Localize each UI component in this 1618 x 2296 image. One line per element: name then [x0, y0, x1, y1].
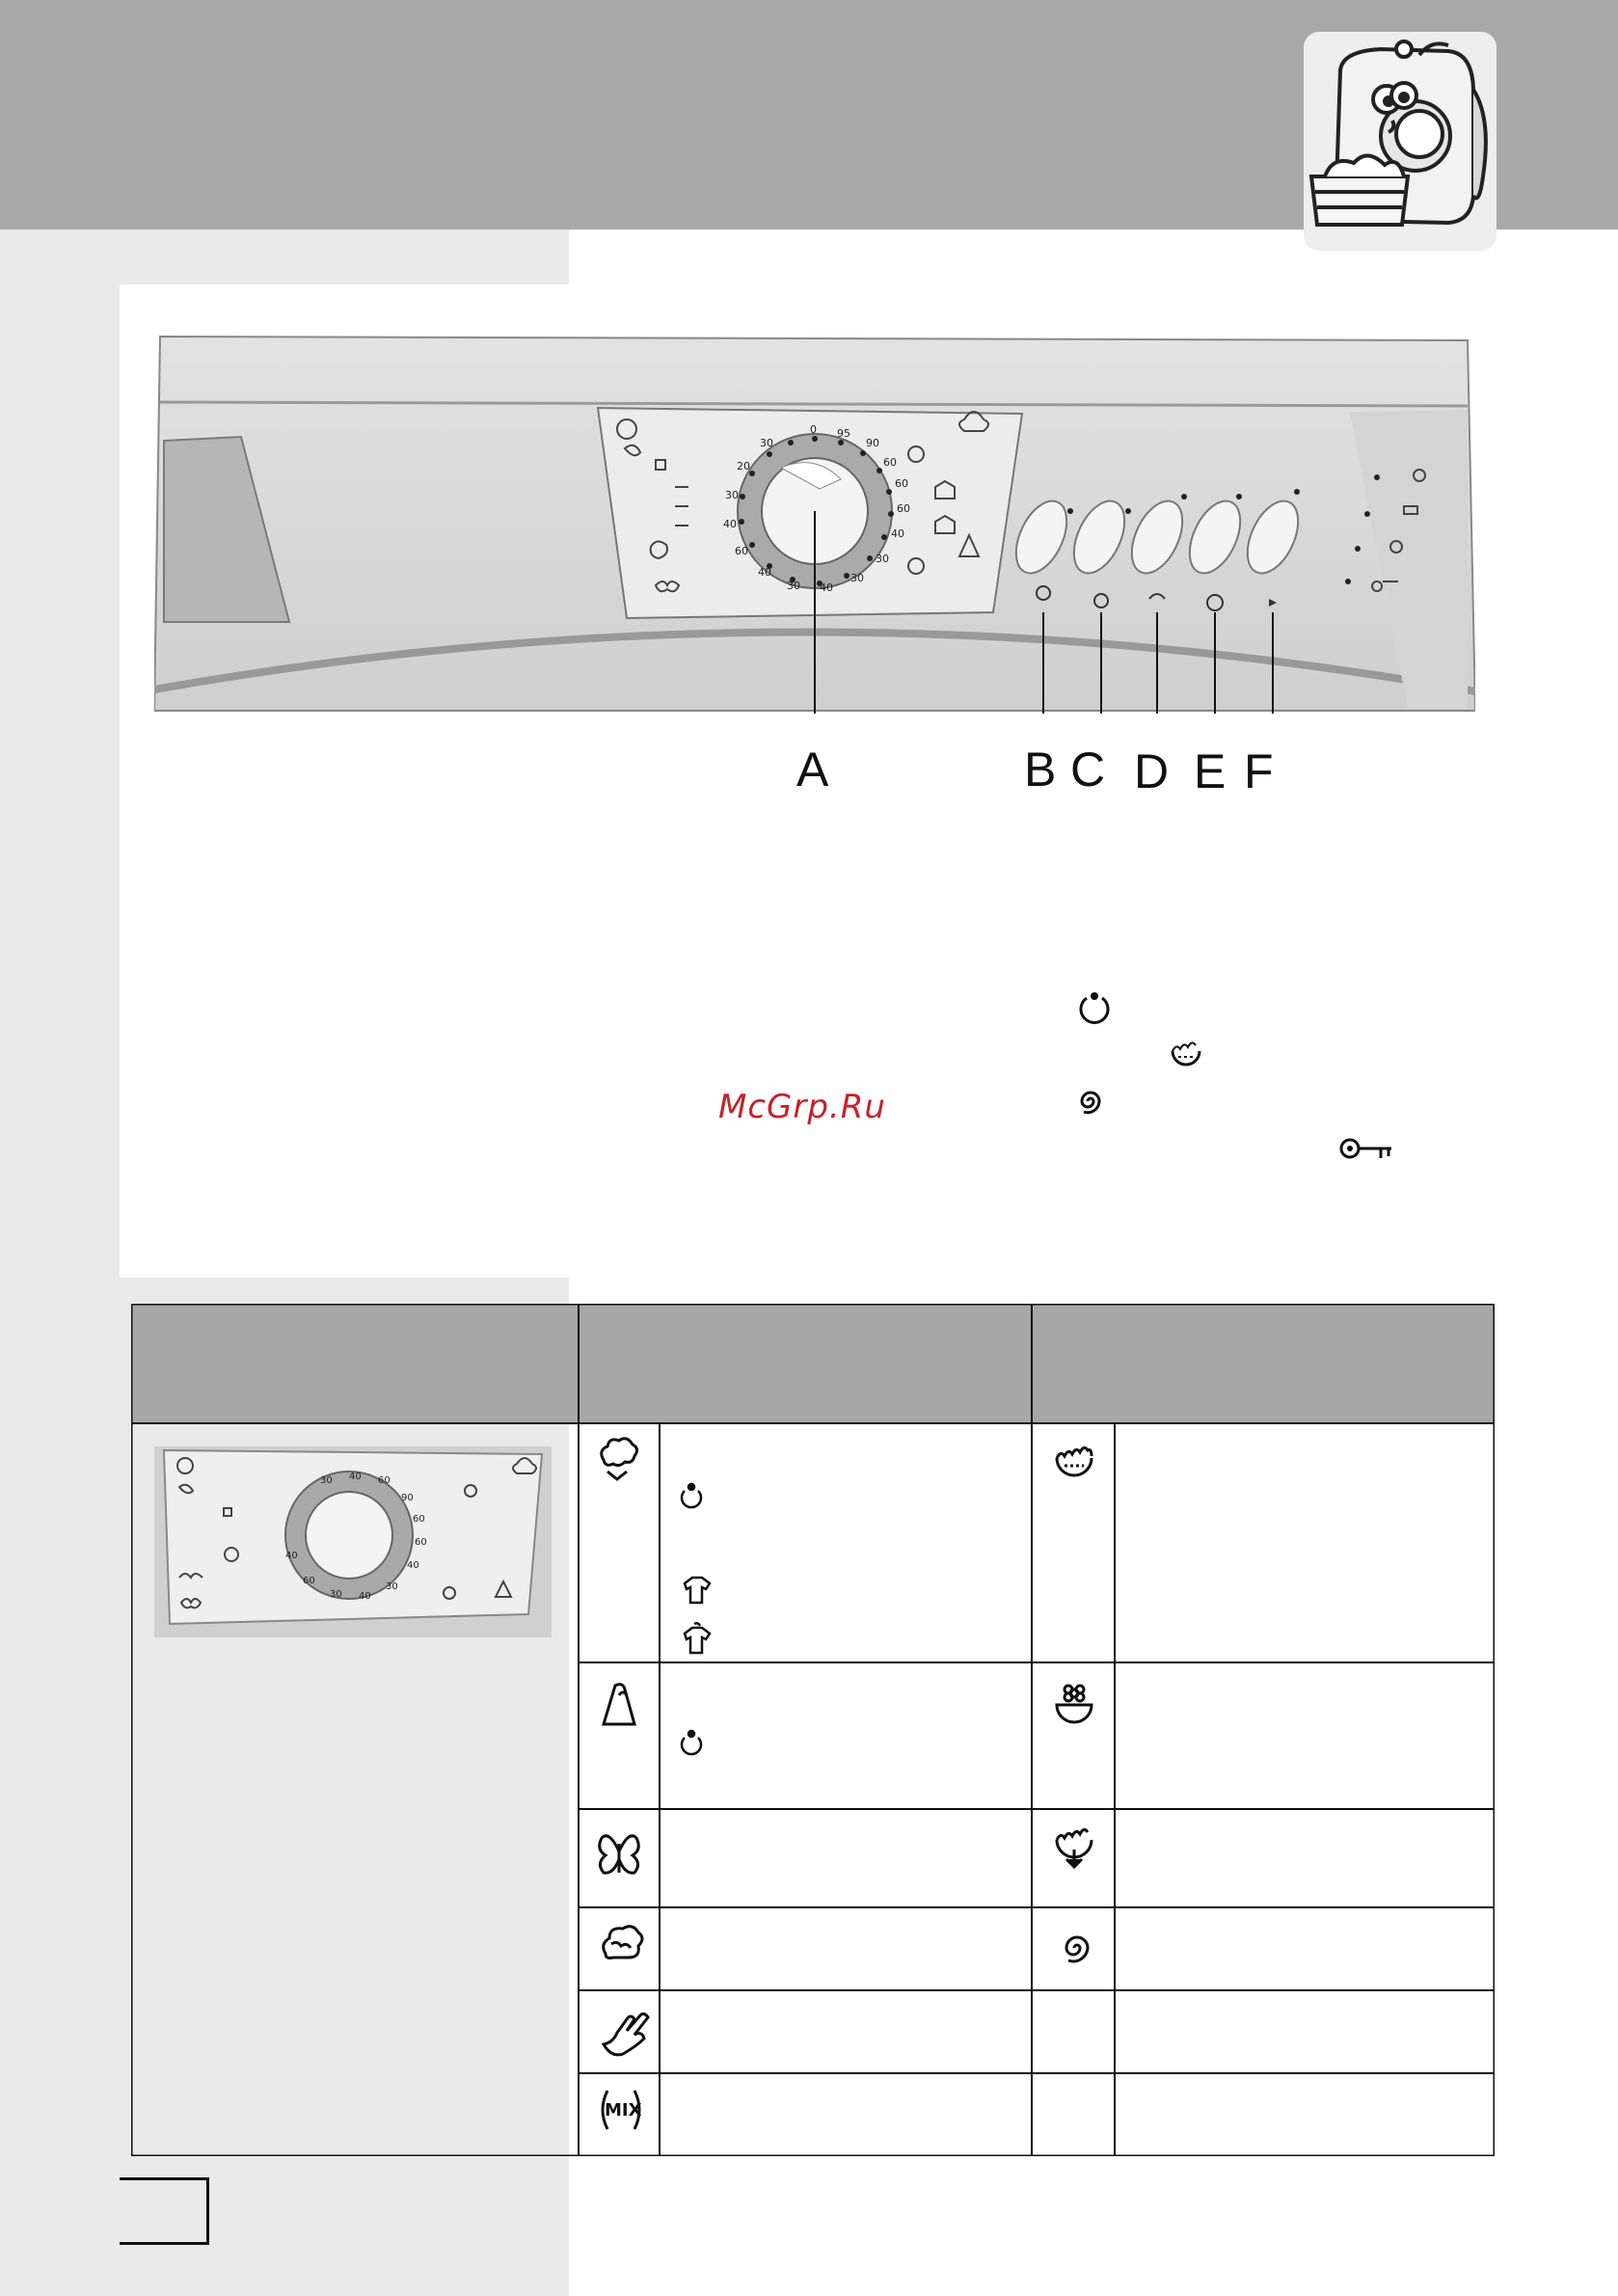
mini-dial-number: 60: [378, 1475, 391, 1486]
mini-dial-image: [154, 1446, 552, 1637]
mini-dial-number: 40: [285, 1551, 298, 1561]
dial-number: 40: [758, 566, 771, 579]
mini-dial-number: 40: [359, 1591, 371, 1602]
shirt-icon: [685, 1578, 710, 1603]
dial-number: 60: [895, 477, 908, 490]
label-B: B: [1024, 743, 1057, 797]
label-A: A: [796, 743, 829, 797]
mini-dial-number: 90: [401, 1493, 414, 1503]
mini-dial-number: 60: [303, 1576, 315, 1586]
soak-wash-icon: [1167, 1034, 1205, 1072]
dial-number: 40: [820, 581, 833, 594]
standby-dot-icon: [682, 1484, 701, 1507]
svg-text:MIX: MIX: [605, 2100, 642, 2120]
dial-number: 0: [810, 423, 817, 436]
label-F: F: [1244, 744, 1274, 798]
mini-dial-number: 60: [415, 1537, 427, 1548]
delicates-icon: [600, 1836, 639, 1873]
mini-dial-number: 60: [413, 1514, 425, 1525]
rinse-icon: [1057, 1686, 1092, 1722]
dial-number: 60: [735, 545, 748, 557]
dial-number: 30: [760, 437, 773, 449]
drain-icon: [1057, 1829, 1092, 1867]
standby-dot-icon: [682, 1731, 701, 1754]
control-panel-illustration: [154, 333, 1475, 714]
dial-number: 40: [891, 527, 904, 540]
watermark: McGrp.Ru: [718, 1088, 886, 1126]
key-lock-icon: [1338, 1136, 1396, 1165]
label-D: D: [1134, 744, 1170, 798]
dial-number: 40: [723, 518, 737, 530]
label-C: C: [1070, 743, 1106, 797]
dial-number: 60: [897, 502, 910, 515]
standby-dot-icon: [1075, 988, 1114, 1027]
synthetics-icon: [604, 1685, 634, 1724]
spin-icon: [1066, 1937, 1088, 1961]
spin-spiral-icon: [1068, 1082, 1107, 1121]
mini-dial-number: 30: [386, 1581, 398, 1592]
page-number-box: [120, 2177, 209, 2245]
dial-number: 30: [787, 580, 800, 592]
mini-dial-number: 30: [320, 1475, 333, 1486]
label-E: E: [1194, 744, 1227, 798]
shirt-hanging-icon: [685, 1623, 710, 1653]
prewash-icon: [1057, 1447, 1092, 1475]
wool-icon: [604, 1927, 642, 1958]
dial-number: 20: [737, 460, 750, 473]
washing-machine-mascot-icon: [1304, 32, 1497, 251]
dial-number: 30: [725, 489, 739, 501]
dial-number: 30: [876, 553, 889, 565]
dial-number: 30: [850, 572, 864, 584]
mix-icon: [603, 2091, 642, 2129]
mini-dial-number: 40: [349, 1472, 362, 1482]
cotton-icon: [602, 1439, 637, 1479]
mini-dial-number: 40: [407, 1560, 419, 1571]
program-table: [131, 1304, 1495, 2156]
dial-number: 90: [866, 437, 879, 449]
handwash-icon: [604, 2013, 648, 2054]
mini-dial-number: 30: [330, 1589, 342, 1600]
dial-number: 95: [837, 427, 850, 440]
dial-number: 60: [883, 456, 897, 469]
